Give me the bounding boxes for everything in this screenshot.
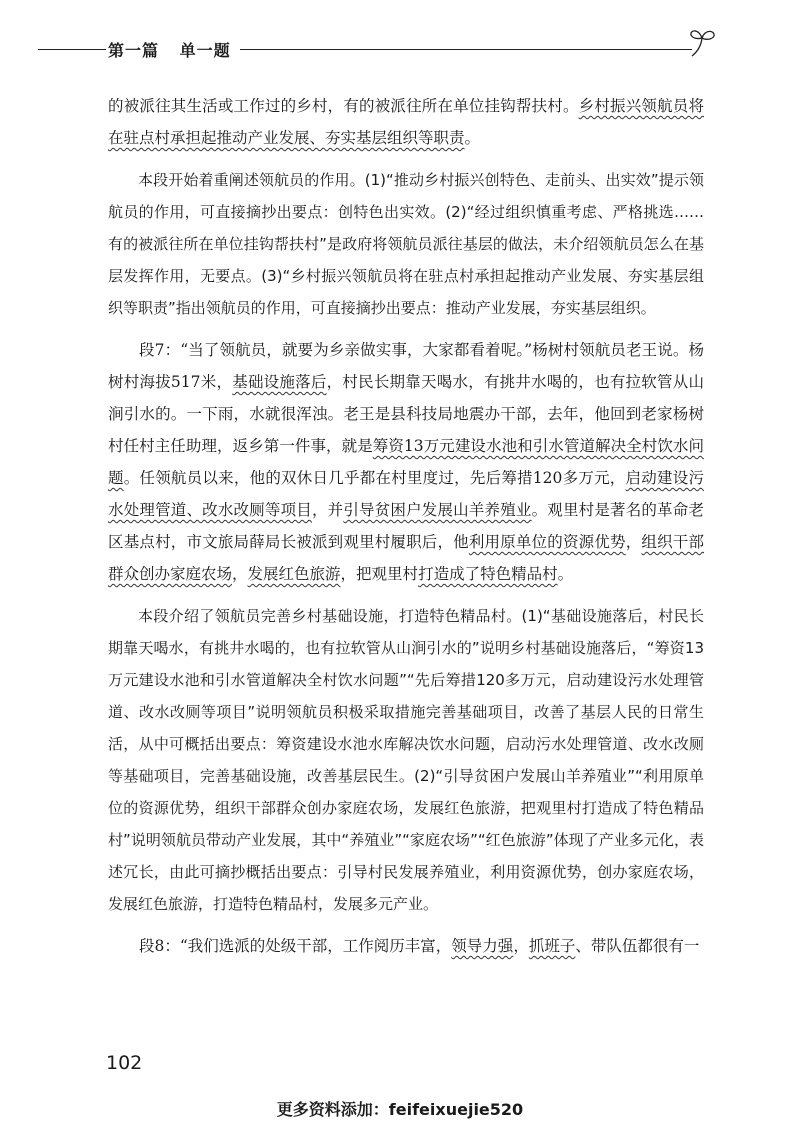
text-run: 、带队伍都很有一 [575, 937, 700, 955]
header-title [108, 38, 245, 61]
text-run: 的被派往其生活或工作过的乡村，有的被派往所在单位挂钩帮扶村。 [108, 97, 579, 115]
analysis-paragraph [108, 600, 704, 920]
key-phrase: 筹资13万元建设水池和引水管道解决全村饮水问题 [108, 437, 704, 487]
text-run: 本段介绍了领航员完善乡村基础设施，打造特色精品村。(1)“基础设施落后，村民长期靠天喝水，有挑井水喝的，也有拉软管从山涧引水的”说明乡村基础设施落后，“筹资13万元建设水池和引水管道解决全村饮水问题”“先后筹措120多万元，启动建设污水处理管道、改水改厕等项目”说明领航员积极采取措施完善基础项目，改善了基层人民的日常生活，从中可概括出要点：筹资建设水池水库解决饮水问题，启动污水处理管道、改水改厕等基础项目，完善基础设施，改善基层民生。(2)“引导贫困户发展山羊养殖业”“利用原单位的资源优势，组织干部群众创办家庭农场，发展红色旅游，把观里村打造成了特色精品村”说明领航员带动产业发展，其中“养殖业”“家庭农场”“红色旅游”体现了产业多元化，表述冗长，由此可摘抄概括出要点：引导村民发展养殖业，利用资源优势，创办家庭农场，发展红色旅游，打造特色精品村，发展多元产业。 [108, 607, 704, 913]
key-phrase: 发展红色旅游 [247, 565, 341, 583]
key-phrase: 打造成了特色精品村 [418, 565, 558, 583]
text-run: 。任领航员以来，他的双休日几乎都在村里度过，先后筹措120多万元， [123, 469, 626, 487]
text-run: ，并 [311, 501, 344, 519]
key-phrase: 组织干部群众创办家庭农场 [108, 533, 704, 583]
text-run: 本段开始着重阐述领航员的作用。(1)“推动乡村振兴创特色、走前头、出实效”提示领航员的作用，可直接摘抄出要点：创特色出实效。(2)“经过组织慎重考虑、严格挑选……有的被派往所在单位挂钩帮扶村”是政府将领航员派往基层的做法，未介绍领航员怎么在基层发挥作用，无要点。(3)“乡村振兴领航员将在驻点村承担起推动产业发展、夯实基层组织等职责”指出领航员的作用，可直接摘抄出要点：推动产业发展，夯实基层组织。 [108, 171, 704, 317]
key-phrase: 引导贫困户发展山羊养殖业 [343, 501, 532, 519]
page-number: 102 [106, 1052, 143, 1074]
key-phrase: 乡村振兴领航员将在驻点村承担起推动产业发展、夯实基层组织等职责 [108, 97, 704, 147]
key-phrase: 抓班子 [528, 937, 576, 955]
header-section: 单一题 [179, 41, 231, 60]
source-paragraph [108, 334, 704, 590]
text-run: ，把观里村 [340, 565, 419, 583]
key-phrase: 领导力强 [451, 937, 514, 955]
analysis-paragraph [108, 164, 704, 324]
text-run: ，村民长期靠天喝水，有挑井水喝的，也有拉软管从山涧引水的。一下雨，水就很浑浊。老王是县科技局地震办干部，去年，他回到老家杨树村任村主任助理，返乡第一件事，就是 [108, 373, 704, 455]
running-header [0, 20, 800, 60]
footer-note: 更多资料添加：feifeixuejie520 [276, 1100, 524, 1119]
text-run: 段7：“当了领航员，就要为乡亲做实事，大家都看着呢。”杨树村领航员老王说。杨树村海拔517米， [108, 341, 704, 391]
page-body [108, 90, 704, 962]
text-run: 段8：“我们选派的处级干部，工作阅历丰富， [139, 937, 452, 955]
key-phrase: 启动建设污水处理管道、改水改厕等项目 [108, 469, 704, 519]
text-run: 。 [557, 565, 574, 583]
header-rule-left [38, 49, 106, 50]
source-paragraph [108, 90, 704, 154]
text-run: ， [513, 937, 529, 955]
header-rule-right [240, 49, 692, 50]
sprout-icon [688, 26, 718, 58]
header-part: 第一篇 [108, 41, 160, 60]
source-paragraph [108, 930, 704, 962]
key-phrase: 利用原单位的资源优势 [468, 533, 626, 551]
text-run: ， [625, 533, 642, 551]
text-run: 。 [464, 129, 481, 147]
text-run: ， [232, 565, 248, 583]
key-phrase: 基础设施落后 [232, 373, 327, 391]
text-run: 。观里村是著名的革命老区基点村，市文旅局薛局长被派到观里村履职后，他 [108, 501, 704, 551]
